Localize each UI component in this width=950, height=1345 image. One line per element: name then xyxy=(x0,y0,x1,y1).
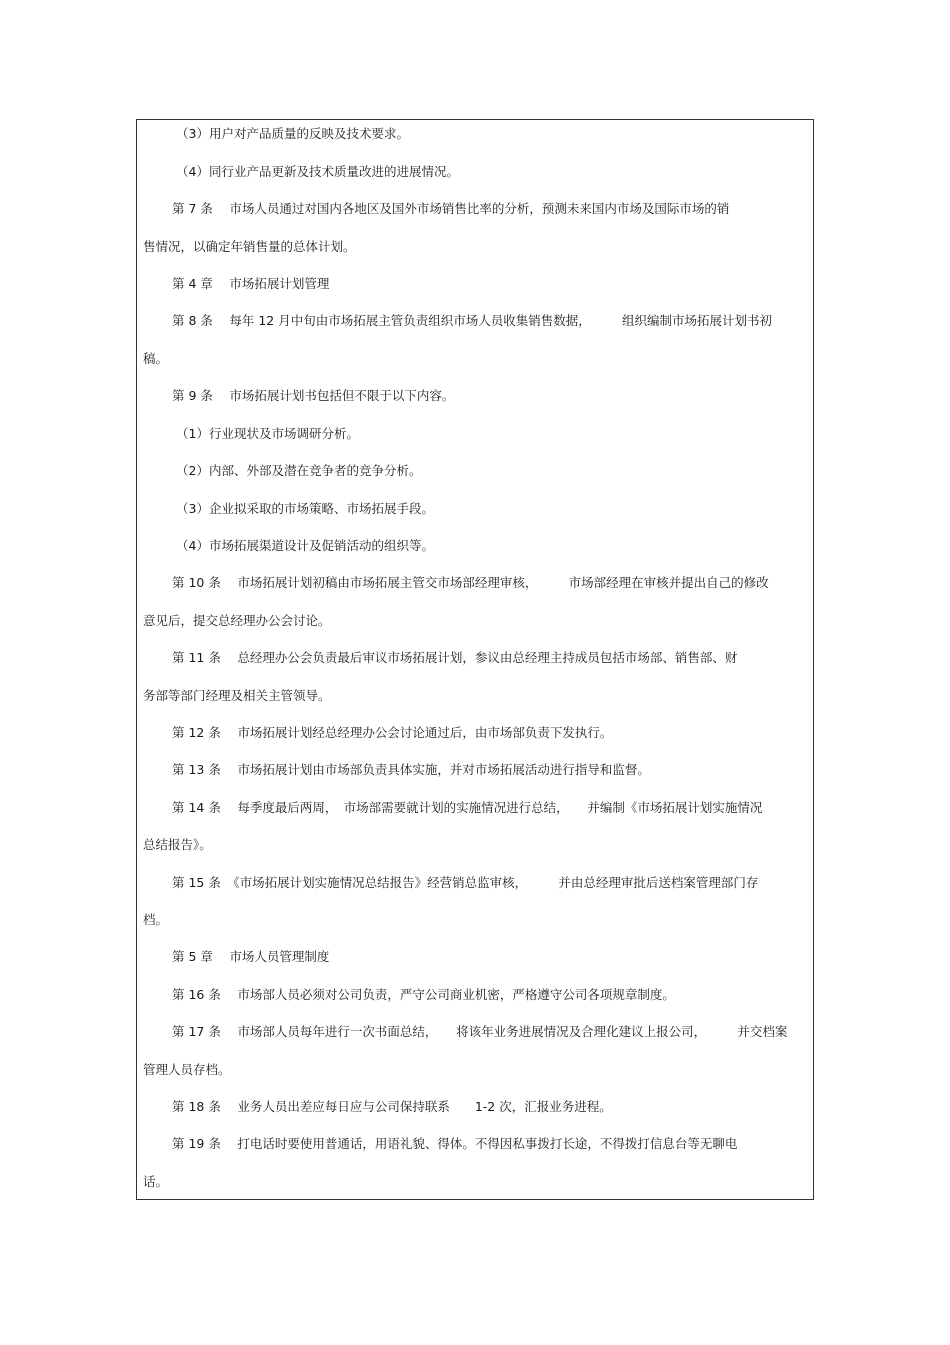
text-line: 档。 xyxy=(143,912,169,927)
list-item: （1）行业现状及市场调研分析。 xyxy=(176,426,359,441)
text-line: 售情况，以确定年销售量的总体计划。 xyxy=(143,239,356,254)
text-line: 第 18 条 业务人员出差应每日应与公司保持联系 1-2 次，汇报业务进程。 xyxy=(172,1099,612,1114)
text-line: （3）用户对产品质量的反映及技术要求。 xyxy=(176,126,409,141)
text-line: 意见后，提交总经理办公会讨论。 xyxy=(143,613,331,628)
text-line: 第 11 条 总经理办公会负责最后审议市场拓展计划，参议由总经理主持成员包括市场部、销售部、财 xyxy=(172,650,738,665)
text-line: 第 14 条 每季度最后两周， 市场部需要就计划的实施情况进行总结， 并编制《市场拓展计划实施情况 xyxy=(172,800,763,815)
chapter-heading: 第 4 章 市场拓展计划管理 xyxy=(172,276,330,291)
text-line: 务部等部门经理及相关主管领导。 xyxy=(143,688,331,703)
text-line: 第 9 条 市场拓展计划书包括但不限于以下内容。 xyxy=(172,388,455,403)
list-item: （3）企业拟采取的市场策略、市场拓展手段。 xyxy=(176,501,434,516)
text-line: 话。 xyxy=(143,1174,169,1189)
text-line: 第 15 条 《市场拓展计划实施情况总结报告》经营销总监审核， 并由总经理审批后送档案管理部门存 xyxy=(172,875,759,890)
text-line: （4）同行业产品更新及技术质量改进的进展情况。 xyxy=(176,164,459,179)
text-line: 第 8 条 每年 12 月中旬由市场拓展主管负责组织市场人员收集销售数据， 组织编制市场拓展计划书初 xyxy=(172,313,772,328)
text-line: 第 19 条 打电话时要使用普通话，用语礼貌、得体。不得因私事拨打长途，不得拨打信息台等无聊电 xyxy=(172,1136,738,1151)
text-line: 第 17 条 市场部人员每年进行一次书面总结， 将该年业务进展情况及合理化建议上报公司， 并交档案 xyxy=(172,1024,788,1039)
chapter-heading: 第 5 章 市场人员管理制度 xyxy=(172,949,330,964)
list-item: （2）内部、外部及潜在竞争者的竞争分析。 xyxy=(176,463,422,478)
text-line: 第 12 条 市场拓展计划经总经理办公会讨论通过后，由市场部负责下发执行。 xyxy=(172,725,613,740)
text-line: 管理人员存档。 xyxy=(143,1062,231,1077)
text-line: 第 10 条 市场拓展计划初稿由市场拓展主管交市场部经理审核， 市场部经理在审核并提出自己的修改 xyxy=(172,575,769,590)
text-line: 稿。 xyxy=(143,351,169,366)
text-line: 第 16 条 市场部人员必须对公司负责，严守公司商业机密，严格遵守公司各项规章制度。 xyxy=(172,987,675,1002)
list-item: （4）市场拓展渠道设计及促销活动的组织等。 xyxy=(176,538,434,553)
text-line: 总结报告》。 xyxy=(143,837,212,852)
text-line: 第 7 条 市场人员通过对国内各地区及国外市场销售比率的分析，预测未来国内市场及国际市场的销 xyxy=(172,201,730,216)
text-line: 第 13 条 市场拓展计划由市场部负责具体实施，并对市场拓展活动进行指导和监督。 xyxy=(172,762,650,777)
